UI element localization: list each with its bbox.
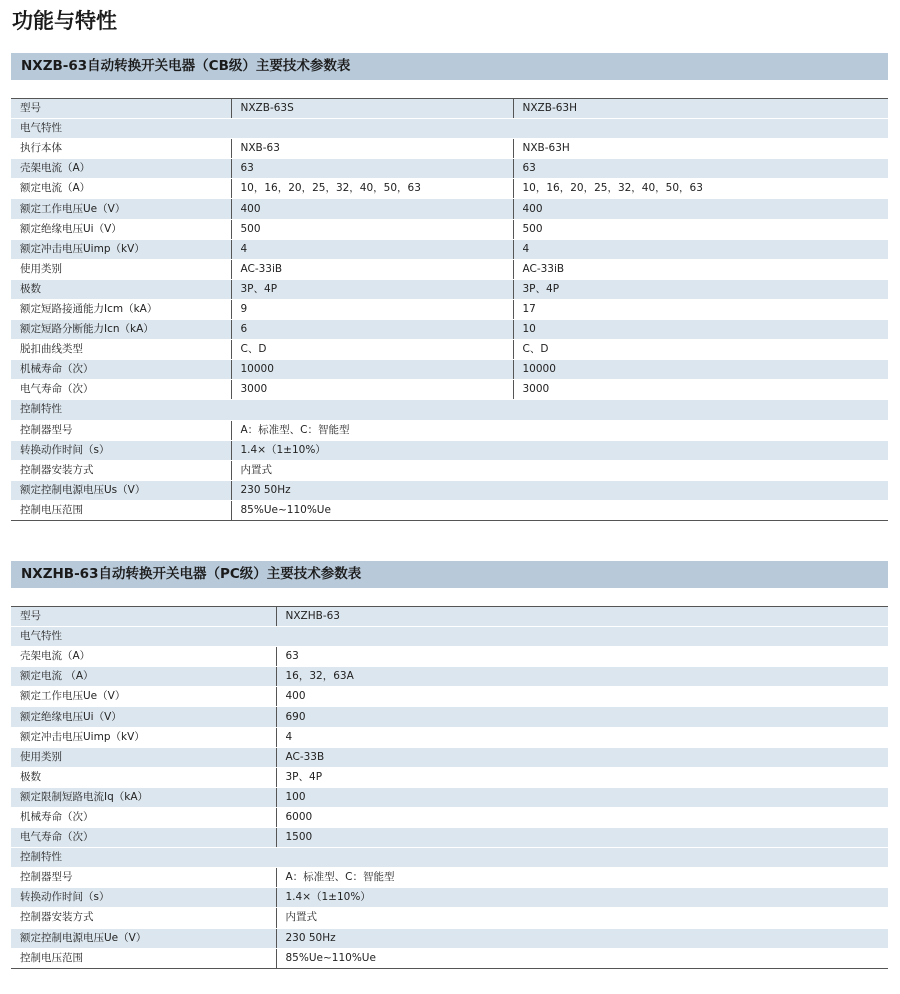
table-row — [11, 340, 888, 360]
param-name: 额定绝缘电压Ui（V） — [11, 707, 276, 727]
param-name: 极数 — [11, 279, 231, 299]
param-name: 机械寿命（次） — [11, 360, 231, 380]
group-row-control — [11, 848, 888, 868]
param-value: 3000 — [231, 380, 513, 400]
table-row — [11, 787, 888, 807]
header-cell: 型号 — [11, 607, 276, 627]
param-name: 壳架电流（A） — [11, 647, 276, 667]
param-name: 壳架电流（A） — [11, 159, 231, 179]
param-name: 控制器安装方式 — [11, 460, 231, 480]
param-name: 额定电流（A） — [11, 179, 231, 199]
table-row — [11, 320, 888, 340]
param-value: 1500 — [276, 828, 888, 848]
param-name: 使用类别 — [11, 259, 231, 279]
param-name: 转换动作时间（s） — [11, 440, 231, 460]
param-value: 10，16，20，25，32，40，50，63 — [231, 179, 513, 199]
param-value: 85%Ue~110%Ue — [276, 948, 888, 968]
table-row — [11, 440, 888, 460]
table-row — [11, 500, 888, 520]
param-value: 400 — [513, 199, 888, 219]
table-row — [11, 299, 888, 319]
param-value: 63 — [231, 159, 513, 179]
table-header-row — [11, 607, 888, 627]
param-value: 63 — [513, 159, 888, 179]
table-row — [11, 727, 888, 747]
table-row — [11, 868, 888, 888]
group-label: 控制特性 — [11, 848, 888, 868]
table-row — [11, 747, 888, 767]
param-value: 1.4×（1±10%） — [231, 440, 888, 460]
param-name: 额定短路分断能力Icn（kA） — [11, 320, 231, 340]
header-cell: 型号 — [11, 99, 231, 119]
param-value: C、D — [513, 340, 888, 360]
param-value: 内置式 — [231, 460, 888, 480]
param-value: 230 50Hz — [276, 928, 888, 948]
param-value: 4 — [276, 727, 888, 747]
param-name: 额定冲击电压Uimp（kV） — [11, 239, 231, 259]
table-row — [11, 807, 888, 827]
param-value: 230 50Hz — [231, 480, 888, 500]
param-value: 16，32，63A — [276, 667, 888, 687]
header-cell: NXZHB-63 — [276, 607, 888, 627]
param-name: 控制电压范围 — [11, 948, 276, 968]
param-value: 100 — [276, 787, 888, 807]
table-row — [11, 139, 888, 159]
group-label: 电气特性 — [11, 627, 888, 647]
table-row — [11, 159, 888, 179]
pc-spec-section — [11, 561, 888, 969]
table-row — [11, 707, 888, 727]
table-row — [11, 908, 888, 928]
param-name: 额定工作电压Ue（V） — [11, 199, 231, 219]
param-value: 17 — [513, 299, 888, 319]
table-row — [11, 948, 888, 968]
param-value: 690 — [276, 707, 888, 727]
param-value: 3P、4P — [276, 767, 888, 787]
param-value: 1.4×（1±10%） — [276, 888, 888, 908]
table-row — [11, 480, 888, 500]
group-row-electrical — [11, 119, 888, 139]
param-value: 85%Ue~110%Ue — [231, 500, 888, 520]
param-name: 额定电流 （A） — [11, 667, 276, 687]
table-row — [11, 179, 888, 199]
param-value: AC-33B — [276, 747, 888, 767]
param-name: 控制器型号 — [11, 868, 276, 888]
param-value: 6000 — [276, 807, 888, 827]
param-name: 控制电压范围 — [11, 500, 231, 520]
param-value: 500 — [231, 219, 513, 239]
table-header-row — [11, 99, 888, 119]
header-cell: NXZB-63H — [513, 99, 888, 119]
param-value: 内置式 — [276, 908, 888, 928]
group-label: 控制特性 — [11, 400, 888, 420]
param-value: 3P、4P — [231, 279, 513, 299]
param-value: 4 — [231, 239, 513, 259]
group-label: 电气特性 — [11, 119, 888, 139]
param-name: 脱扣曲线类型 — [11, 340, 231, 360]
param-value: 10000 — [513, 360, 888, 380]
table-row — [11, 420, 888, 440]
param-name: 额定冲击电压Uimp（kV） — [11, 727, 276, 747]
param-name: 控制器安装方式 — [11, 908, 276, 928]
param-name: 极数 — [11, 767, 276, 787]
table-row — [11, 239, 888, 259]
param-value: 6 — [231, 320, 513, 340]
param-value: 400 — [276, 687, 888, 707]
param-name: 额定限制短路电流Iq（kA） — [11, 787, 276, 807]
param-name: 转换动作时间（s） — [11, 888, 276, 908]
group-row-electrical — [11, 627, 888, 647]
param-value: AC-33iB — [231, 259, 513, 279]
param-name: 控制器型号 — [11, 420, 231, 440]
pc-spec-table-title: NXZHB-63自动转换开关电器（PC级）主要技术参数表 — [11, 561, 888, 588]
pc-spec-table — [11, 606, 888, 969]
param-name: 机械寿命（次） — [11, 807, 276, 827]
param-value: 9 — [231, 299, 513, 319]
param-value: 400 — [231, 199, 513, 219]
param-value: A：标准型、C：智能型 — [231, 420, 888, 440]
table-row — [11, 199, 888, 219]
param-value: 10，16，20，25，32，40，50，63 — [513, 179, 888, 199]
table-row — [11, 667, 888, 687]
table-row — [11, 647, 888, 667]
param-name: 额定工作电压Ue（V） — [11, 687, 276, 707]
table-row — [11, 360, 888, 380]
table-row — [11, 767, 888, 787]
param-value: 4 — [513, 239, 888, 259]
param-value: A：标准型、C：智能型 — [276, 868, 888, 888]
param-value: 500 — [513, 219, 888, 239]
param-value: 10 — [513, 320, 888, 340]
cb-spec-table — [11, 98, 888, 521]
param-name: 使用类别 — [11, 747, 276, 767]
param-name: 电气寿命（次） — [11, 828, 276, 848]
param-value: NXB-63H — [513, 139, 888, 159]
header-cell: NXZB-63S — [231, 99, 513, 119]
table-row — [11, 687, 888, 707]
param-name: 额定绝缘电压Ui（V） — [11, 219, 231, 239]
cb-spec-table-title: NXZB-63自动转换开关电器（CB级）主要技术参数表 — [11, 53, 888, 80]
param-value: 10000 — [231, 360, 513, 380]
table-row — [11, 259, 888, 279]
param-name: 执行本体 — [11, 139, 231, 159]
param-value: 3P、4P — [513, 279, 888, 299]
cb-spec-section — [11, 53, 888, 521]
param-value: AC-33iB — [513, 259, 888, 279]
table-row — [11, 279, 888, 299]
page-title: 功能与特性 — [12, 9, 117, 33]
param-name: 电气寿命（次） — [11, 380, 231, 400]
table-row — [11, 888, 888, 908]
table-row — [11, 928, 888, 948]
table-row — [11, 219, 888, 239]
param-name: 额定控制电源电压Ue（V） — [11, 928, 276, 948]
table-row — [11, 828, 888, 848]
param-name: 额定短路接通能力Icm（kA） — [11, 299, 231, 319]
param-value: 3000 — [513, 380, 888, 400]
table-row — [11, 460, 888, 480]
table-row — [11, 380, 888, 400]
group-row-control — [11, 400, 888, 420]
param-name: 额定控制电源电压Us（V） — [11, 480, 231, 500]
param-value: NXB-63 — [231, 139, 513, 159]
param-value: 63 — [276, 647, 888, 667]
param-value: C、D — [231, 340, 513, 360]
